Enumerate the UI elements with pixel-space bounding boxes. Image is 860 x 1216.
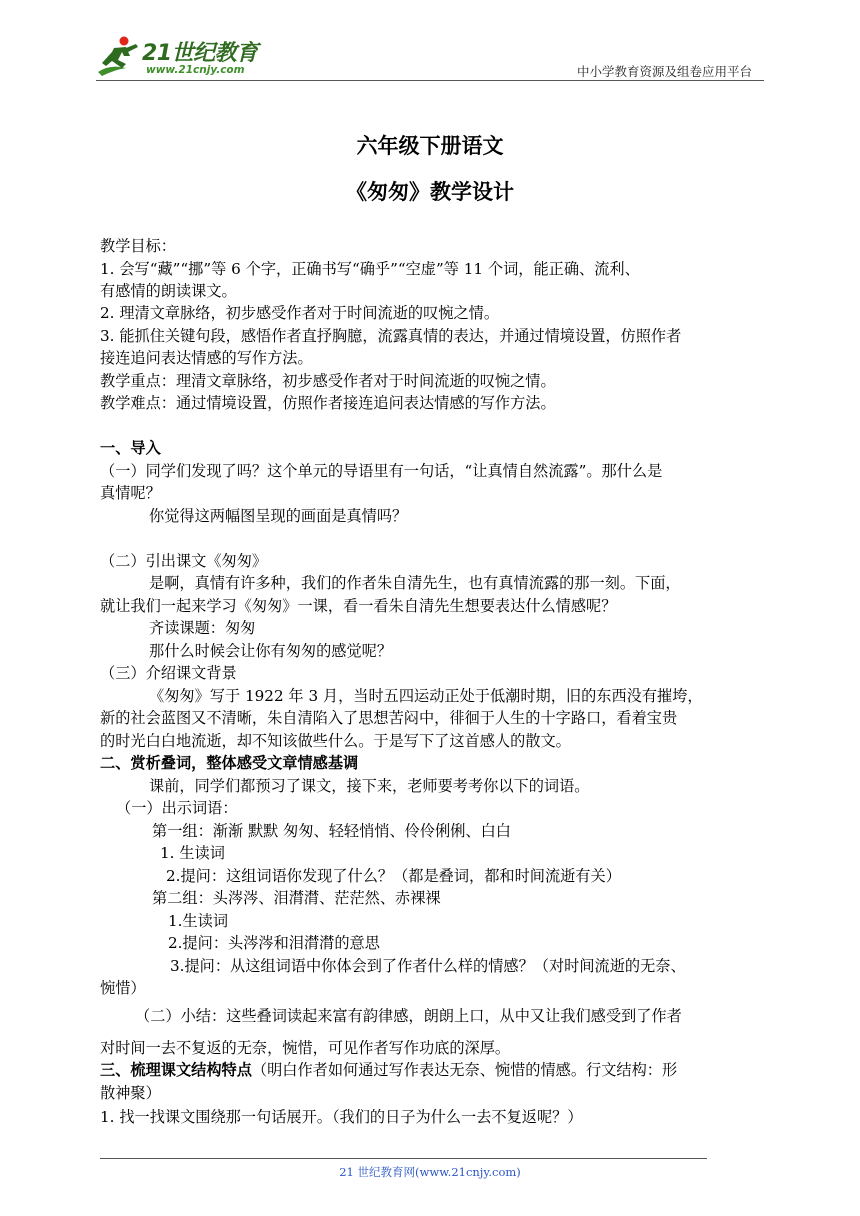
footer-text[interactable]: 21 世纪教育网(www.21cnjy.com) [339, 1165, 521, 1179]
logo-text: 21世纪教育 [142, 41, 258, 66]
body-line: 那什么时候会让你有匆匆的感觉呢？ [149, 642, 392, 660]
body-line: 新的社会蓝图又不清晰，朱自清陷入了思想苦闷中，徘徊于人生的十字路口，看着宝贵 [100, 709, 678, 727]
footer-divider [100, 1158, 707, 1159]
body-line: （一）同学们发现了吗？这个单元的导语里有一句话，“让真情自然流露”。那什么是 [100, 462, 663, 480]
header-divider [96, 80, 764, 81]
body-line: 散神聚） [100, 1084, 161, 1102]
header-tagline: 中小学教育资源及组卷应用平台 [576, 64, 752, 79]
body-line: 对时间一去不复返的无奈，惋惜，可见作者写作功底的深厚。 [100, 1039, 511, 1057]
body-line: 真情呢？ [100, 484, 161, 502]
body-line: 《匆匆》写于 1922 年 3 月，当时五四运动正处于低潮时期，旧的东西没有摧垮， [149, 687, 703, 705]
body-line: 的时光白白地流逝，却不知该做些什么。于是写下了这首感人的散文。 [100, 732, 571, 750]
body-line: 1. 找一找课文围绕那一句话展开。（我们的日子为什么一去不复返呢？） [100, 1108, 583, 1126]
body-line: 3. 能抓住关键句段，感悟作者直抒胸臆，流露真情的表达，并通过情境设置，仿照作者 [100, 327, 682, 345]
body-line: 有感情的朗读课文。 [100, 282, 237, 300]
body-line: 教学重点：理清文章脉络，初步感受作者对于时间流逝的叹惋之情。 [100, 372, 556, 390]
objectives-heading: 教学目标： [100, 237, 176, 255]
logo [96, 34, 266, 78]
document-subtitle: 《匆匆》教学设计 [346, 179, 514, 204]
body-line: 就让我们一起来学习《匆匆》一课，看一看朱自清先生想要表达什么情感呢？ [100, 597, 617, 615]
logo-url: www.21cnjy.com [146, 64, 245, 76]
body-line: （二）小结：这些叠词读起来富有韵律感，朗朗上口，从中又让我们感受到了作者 [135, 1007, 682, 1025]
body-line: 3.提问：从这组词语中你体会到了作者什么样的情感？（对时间流逝的无奈、 [170, 957, 686, 975]
body-line: 2. 理清文章脉络，初步感受作者对于时间流逝的叹惋之情。 [100, 304, 500, 322]
section-heading: 三、梳理课文结构特点 [100, 1061, 252, 1079]
body-line: 2.提问：头涔涔和泪潸潸的意思 [168, 934, 380, 952]
body-line: 接连追问表达情感的写作方法。 [100, 349, 313, 367]
body-line: 你觉得这两幅图呈现的画面是真情吗？ [149, 507, 408, 525]
body-line: 齐读课题：匆匆 [149, 619, 256, 637]
body-line: 1. 生读词 [160, 844, 225, 862]
body-line: 1.生读词 [168, 912, 229, 930]
body-line: 课前，同学们都预习了课文，接下来，老师要考考你以下的词语。 [149, 777, 590, 795]
body-line: 惋惜） [100, 979, 146, 997]
subsection-heading: （二）引出课文《匆匆》 [100, 552, 268, 570]
body-line: 是啊，真情有许多种，我们的作者朱自清先生，也有真情流露的那一刻。下面， [149, 574, 681, 592]
section-heading: 一、导入 [100, 439, 161, 457]
section-note: （明白作者如何通过写作表达无奈、惋惜的情感。行文结构：形 [251, 1061, 678, 1079]
body-line: 2.提问：这组词语你发现了什么？（都是叠词，都和时间流逝有关） [166, 867, 621, 885]
section-heading-line [100, 1059, 677, 1081]
body-line: 第一组：渐渐 默默 匆匆、轻轻悄悄、伶伶俐俐、白白 [152, 822, 511, 840]
body-line: 1. 会写“藏”“挪”等 6 个字，正确书写“确乎”“空虚”等 11 个词，能正确、流利、 [100, 260, 640, 278]
document-title: 六年级下册语文 [356, 133, 504, 158]
subsection-heading: （三）介绍课文背景 [100, 664, 237, 682]
body-line: 教学难点：通过情境设置，仿照作者接连追问表达情感的写作方法。 [100, 394, 556, 412]
body-line: 第二组：头涔涔、泪潸潸、茫茫然、赤裸裸 [152, 889, 441, 907]
subsection-heading: （一）出示词语： [116, 799, 238, 817]
section-heading: 二、赏析叠词，整体感受文章情感基调 [100, 754, 359, 772]
runner-logo-icon [96, 34, 142, 78]
